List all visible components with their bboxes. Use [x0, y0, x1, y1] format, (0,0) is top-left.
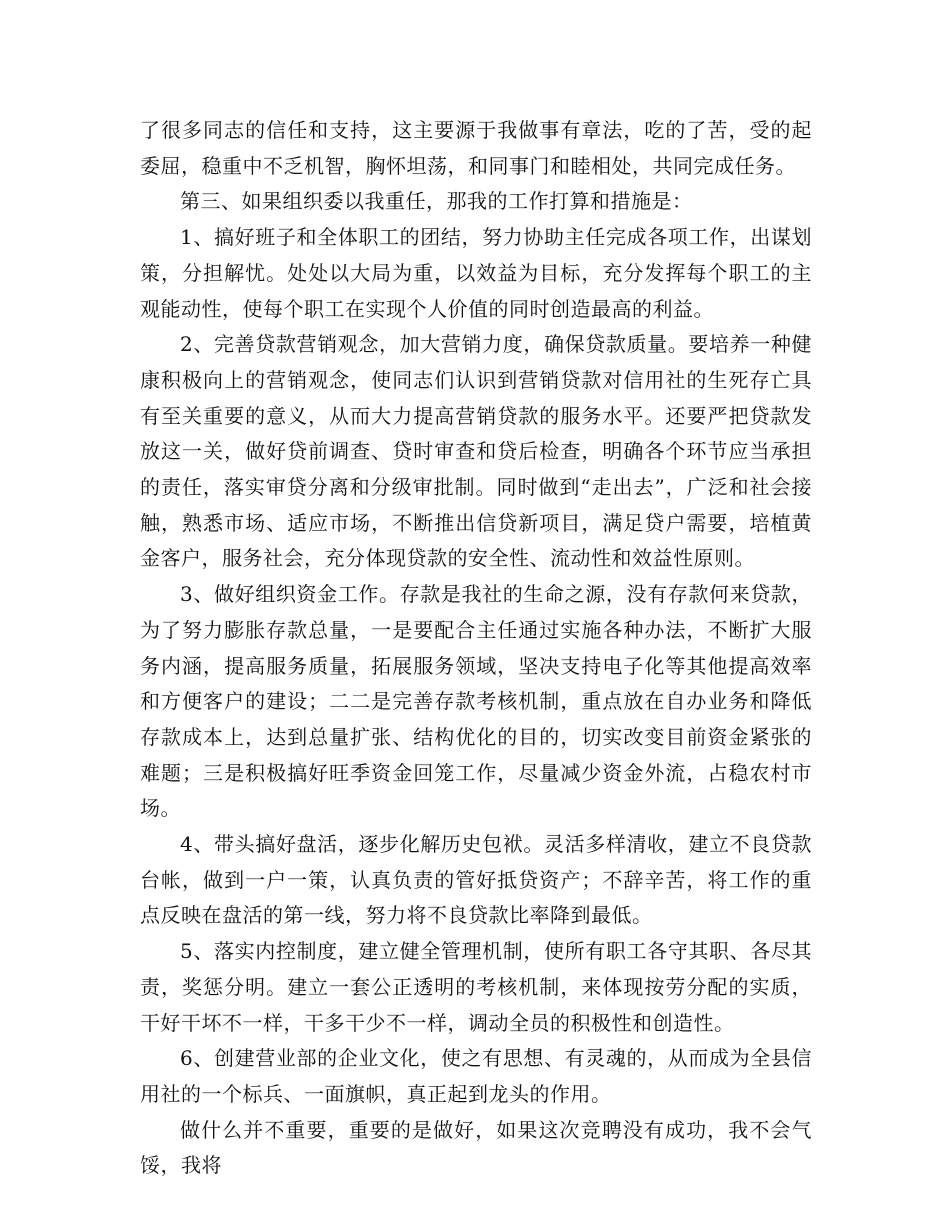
document-body: [140, 113, 812, 1184]
paragraph-item-2: 2、完善贷款营销观念，加大营销力度，确保贷款质量。要培养一种健康积极向上的营销观念，使同志们认识到营销贷款对信用社的生死存亡具有至关重要的意义，从而大力提高营销贷款的服务水平。还要严把贷款发放这一关，做好贷前调查、贷时审查和贷后检查，明确各个环节应当承担的责任，落实审贷分离和分级审批制。同时做到“走出去”，广泛和社会接触，熟悉市场、适应市场，不断推出信贷新项目，满足贷户需要，培植黄金客户，服务社会，充分体现贷款的安全性、流动性和效益性原则。: [140, 332, 812, 571]
paragraph-continuation: 了很多同志的信任和支持，这主要源于我做事有章法，吃的了苦，受的起委屈，稳重中不乏机智，胸怀坦荡，和同事门和睦相处，共同完成任务。: [140, 118, 812, 178]
paragraph-item-6: 6、创建营业部的企业文化，使之有思想、有灵魂的，从而成为全县信用社的一个标兵、一面旗帜，真正起到龙头的作用。: [140, 1046, 812, 1106]
paragraph-item-5: 5、落实内控制度，建立健全管理机制，使所有职工各守其职、各尽其责，奖惩分明。建立一套公正透明的考核机制，来体现按劳分配的实质，干好干坏不一样，干多干少不一样，调动全员的积极性和创造性。: [140, 939, 812, 1035]
paragraph-item-3: 3、做好组织资金工作。存款是我社的生命之源，没有存款何来贷款，为了努力膨胀存款总量，一是要配合主任通过实施各种办法，不断扩大服务内涵，提高服务质量，拓展服务领域，坚决支持电子化等其他提高效率和方便客户的建设；二二是完善存款考核机制，重点放在自办业务和降低存款成本上，达到总量扩张、结构优化的目的，切实改变目前资金紧张的难题；三是积极搞好旺季资金回笼工作，尽量减少资金外流，占稳农村市场。: [140, 582, 812, 821]
paragraph-item-1: 1、搞好班子和全体职工的团结，努力协助主任完成各项工作，出谋划策，分担解忧。处处以大局为重，以效益为目标，充分发挥每个职工的主观能动性，使每个职工在实现个人价值的同时创造最高的利益。: [140, 225, 812, 321]
paragraph-item-4: 4、带头搞好盘活，逐步化解历史包袱。灵活多样清收，建立不良贷款台帐，做到一户一策，认真负责的管好抵贷资产；不辞辛苦，将工作的重点反映在盘活的第一线，努力将不良贷款比率降到最低。: [140, 832, 812, 928]
paragraph-section-three-heading: 第三、如果组织委以我重任，那我的工作打算和措施是：: [180, 189, 693, 214]
paragraph-closing: 做什么并不重要，重要的是做好，如果这次竞聘没有成功，我不会气馁，我将: [140, 1117, 812, 1178]
